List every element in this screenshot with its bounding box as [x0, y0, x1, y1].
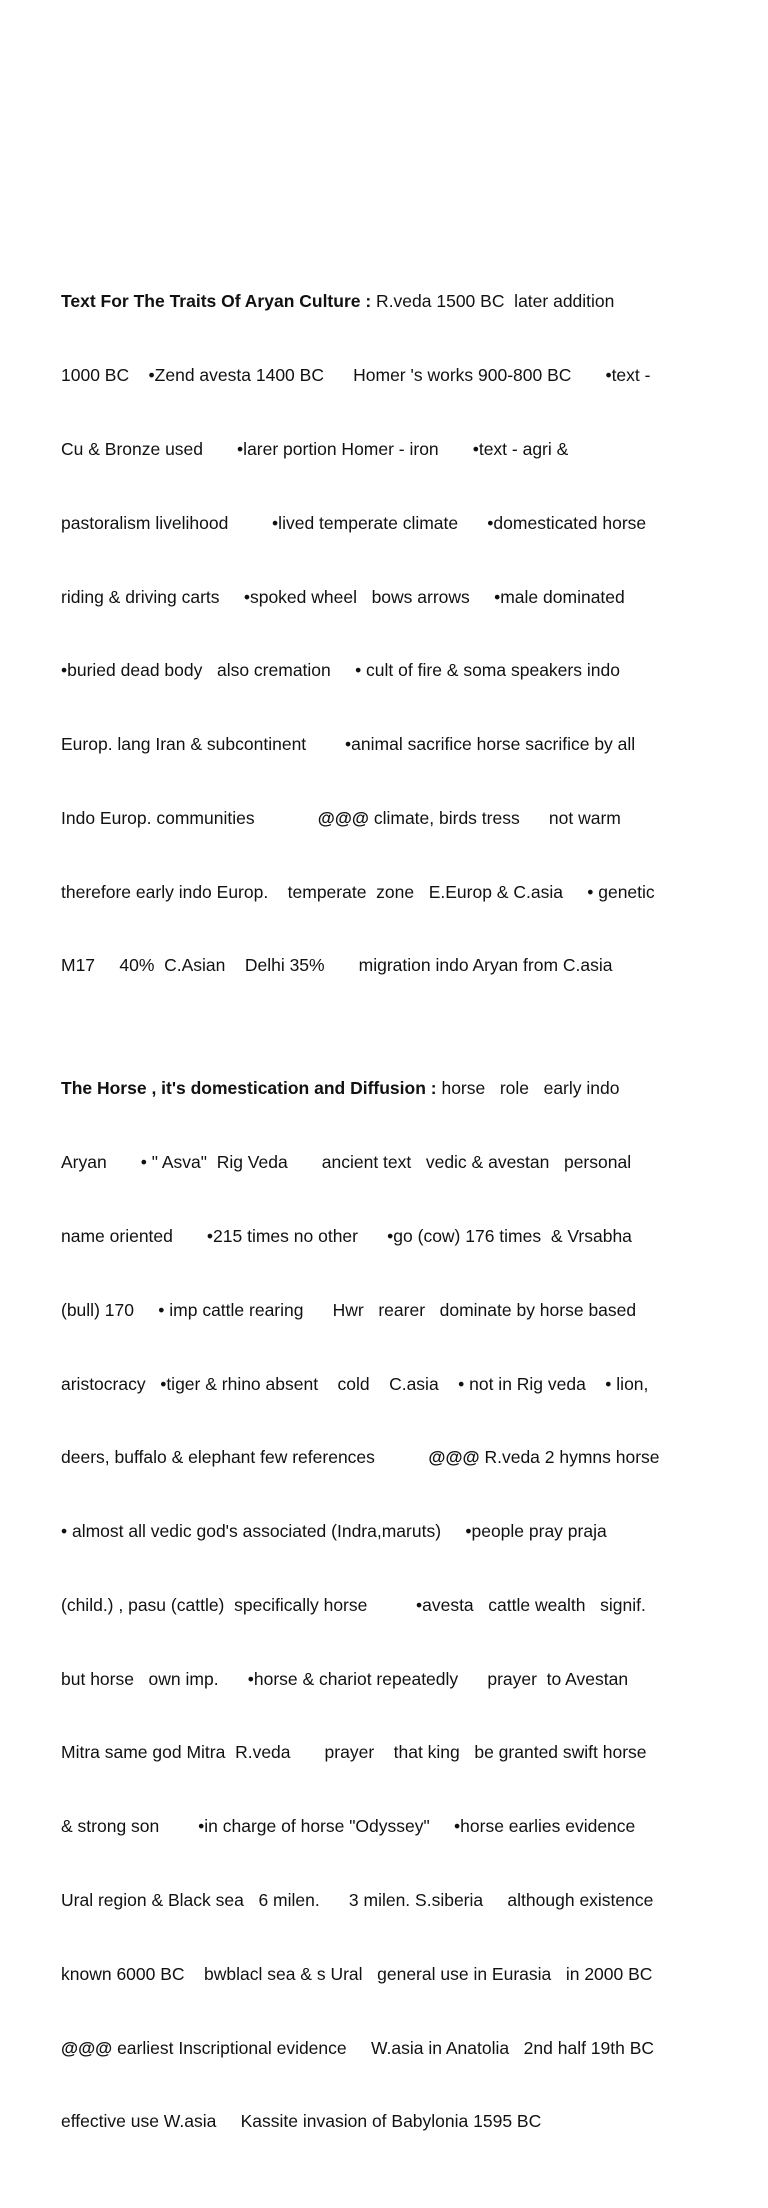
- text-line: [61, 1962, 761, 1987]
- text-line: [61, 880, 761, 905]
- line-text: M17 40% C.Asian Delhi 35% migration indo Aryan from C.asia: [61, 955, 613, 976]
- line-text: Aryan • " Asva" Rig Veda ancient text vedic & avestan personal: [61, 1152, 632, 1173]
- section-heading-horse-domestication: The Horse , it's domestication and Diffusion :: [61, 1078, 437, 1099]
- line-text: riding & driving carts •spoked wheel bows arrows •male dominated: [61, 586, 625, 607]
- text-line: [61, 658, 761, 683]
- text-line: [61, 585, 761, 610]
- line-text: pastoralism livelihood •lived temperate climate •domesticated horse: [61, 512, 647, 533]
- text-line: [61, 437, 761, 462]
- line-text: therefore early indo Europ. temperate zone E.Europ & C.asia • genetic: [61, 881, 655, 902]
- text-line: [61, 1445, 761, 1470]
- text-line: [61, 1372, 761, 1397]
- line-text: known 6000 BC bwblacl sea & s Ural general use in Eurasia in 2000 BC: [61, 1963, 653, 1984]
- marker-symbol: @@@: [317, 807, 369, 828]
- line-text: aristocracy •tiger & rhino absent cold C.asia • not in Rig veda • lion,: [61, 1373, 649, 1394]
- line-text: Ural region & Black sea 6 milen. 3 milen. S.siberia although existence: [61, 1889, 654, 1910]
- text-line: [61, 1888, 761, 1913]
- line-text: Europ. lang Iran & subcontinent •animal sacrifice horse sacrifice by all: [61, 734, 636, 755]
- line-text: deers, buffalo & elephant few references: [61, 1447, 429, 1468]
- text-line: [61, 953, 761, 978]
- line-text: effective use W.asia Kassite invasion of Babylonia 1595 BC: [61, 2111, 542, 2132]
- line-text: (bull) 170 • imp cattle rearing Hwr rearer dominate by horse based: [61, 1299, 637, 1320]
- marker-symbol: @@@: [428, 1447, 480, 1468]
- line-text: (child.) , pasu (cattle) specifically horse •avesta cattle wealth signif.: [61, 1594, 646, 1615]
- text-line: [61, 1298, 761, 1323]
- line-text: • almost all vedic god's associated (Indra,maruts) •people pray praja: [61, 1521, 607, 1542]
- line-text: R.veda 2 hymns horse: [479, 1447, 660, 1468]
- line-text: 1000 BC •Zend avesta 1400 BC Homer 's works 900-800 BC •text -: [61, 365, 651, 386]
- line-text: climate, birds tress not warm: [368, 807, 621, 828]
- text-line: [61, 1150, 761, 1175]
- text-line: [61, 1224, 761, 1249]
- line-text: R.veda 1500 BC later addition: [371, 291, 615, 312]
- document-body: [61, 191, 761, 2208]
- text-line: [61, 1814, 761, 1839]
- text-line: [61, 1519, 761, 1544]
- text-line: [61, 289, 761, 314]
- text-line: [61, 363, 761, 388]
- text-line: [61, 1593, 761, 1618]
- text-line: [61, 511, 761, 536]
- text-line: [61, 1667, 761, 1692]
- line-text: earliest Inscriptional evidence W.asia in Anatolia 2nd half 19th BC: [112, 2037, 655, 2058]
- line-text: name oriented •215 times no other •go (cow) 176 times & Vrsabha: [61, 1225, 632, 1246]
- section-heading-aryan-culture: Text For The Traits Of Aryan Culture :: [61, 291, 372, 312]
- text-line: [61, 732, 761, 757]
- marker-symbol: @@@: [61, 2037, 113, 2058]
- text-line: [61, 806, 761, 831]
- line-text: horse role early indo: [436, 1078, 620, 1099]
- line-text: & strong son •in charge of horse "Odyssey" •horse earlies evidence: [61, 1816, 636, 1837]
- text-line: [61, 1076, 761, 1101]
- line-text: •buried dead body also cremation • cult of fire & soma speakers indo: [61, 660, 620, 681]
- line-text: Mitra same god Mitra R.veda prayer that king be granted swift horse: [61, 1742, 647, 1763]
- line-text: Indo Europ. communities: [61, 807, 318, 828]
- text-line: [61, 1740, 761, 1765]
- line-text: Cu & Bronze used •larer portion Homer - iron •text - agri &: [61, 438, 569, 459]
- text-line: [61, 2109, 761, 2134]
- text-line: [61, 2036, 761, 2061]
- line-text: but horse own imp. •horse & chariot repeatedly prayer to Avestan: [61, 1668, 629, 1689]
